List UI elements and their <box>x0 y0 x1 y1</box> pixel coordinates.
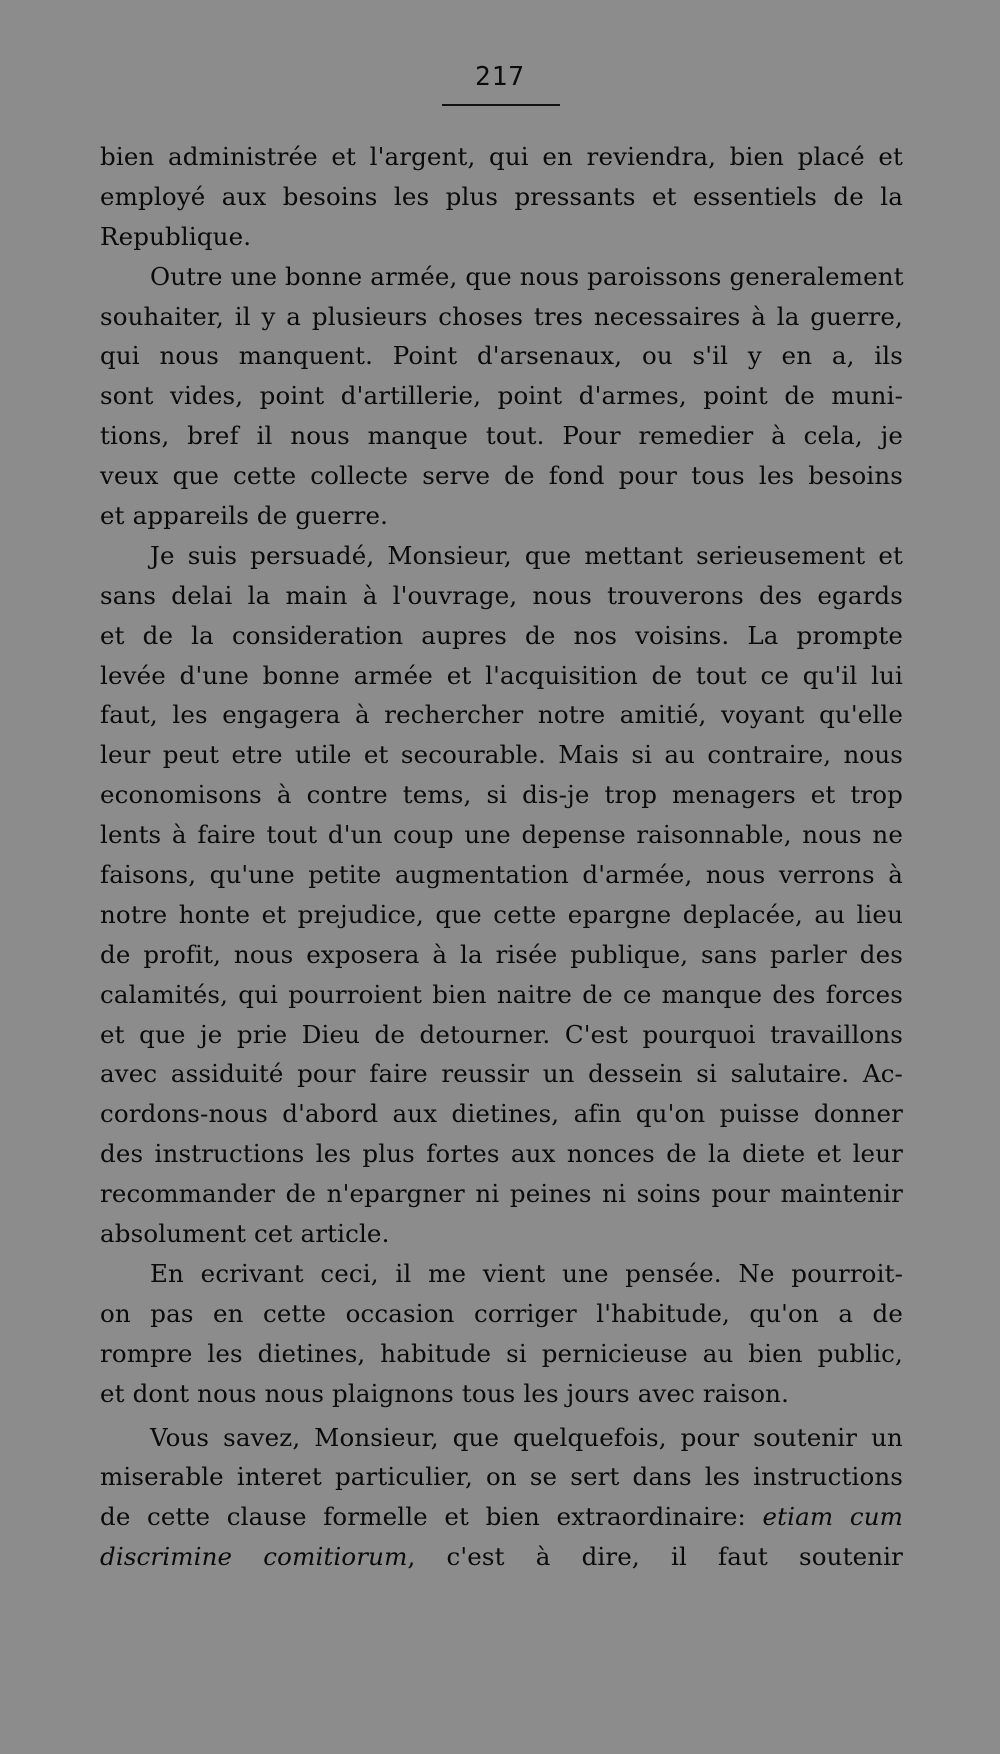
text-line-with-italic <box>100 1537 903 1577</box>
text-line: tions, bref il nous manque tout. Pour remedier à cela, je <box>100 421 903 451</box>
text-line: lents à faire tout d'un coup une depense raisonnable, nous ne <box>100 820 903 850</box>
text-line: sans delai la main à l'ouvrage, nous trouverons des egards <box>100 580 903 610</box>
text-line: et que je prie Dieu de detourner. C'est pourquoi travaillons <box>100 1019 903 1049</box>
text-segment: de cette clause formelle et bien extraordinaire: <box>100 1502 746 1532</box>
body-text <box>100 137 903 1577</box>
text-line: notre honte et prejudice, que cette epargne deplacée, au lieu <box>100 899 903 929</box>
text-line: employé aux besoins les plus pressants et essentiels de la <box>100 181 903 211</box>
italic-phrase: etiam cum <box>762 1502 904 1532</box>
text-line: absolument cet article. <box>100 1219 390 1249</box>
text-line: Outre une bonne armée, que nous paroissons generalement <box>150 261 904 291</box>
text-line: et de la consideration aupres de nos voisins. La prompte <box>100 620 903 650</box>
text-line: economisons à contre tems, si dis-je trop menagers et trop <box>100 780 903 810</box>
text-line: on pas en cette occasion corriger l'habitude, qu'on a de <box>100 1298 903 1328</box>
text-line: sont vides, point d'artillerie, point d'armes, point de muni- <box>100 381 903 411</box>
text-line: recommander de n'epargner ni peines ni soins pour maintenir <box>100 1179 903 1209</box>
text-line: avec assiduité pour faire reussir un dessein si salutaire. Ac- <box>100 1059 903 1089</box>
text-line: veux que cette collecte serve de fond pour tous les besoins <box>100 461 903 491</box>
page-number-rule <box>442 104 560 106</box>
text-line: bien administrée et l'argent, qui en reviendra, bien placé et <box>100 142 903 171</box>
text-line-with-italic <box>100 1497 903 1537</box>
text-line: levée d'une bonne armée et l'acquisition de tout ce qu'il lui <box>100 660 903 690</box>
text-line: faisons, qu'une petite augmentation d'armée, nous verrons à <box>100 860 903 890</box>
text-line: calamités, qui pourroient bien naitre de ce manque des forces <box>100 979 903 1009</box>
text-line: souhaiter, il y a plusieurs choses tres necessaires à la guerre, <box>100 301 903 331</box>
text-line: En ecrivant ceci, il me vient une pensée. Ne pourroit- <box>150 1258 903 1288</box>
text-line: cordons-nous d'abord aux dietines, afin qu'on puisse donner <box>100 1099 903 1129</box>
text-line: de profit, nous exposera à la risée publique, sans parler des <box>100 939 903 969</box>
text-line: et appareils de guerre. <box>100 501 389 531</box>
page-number: 217 <box>475 62 525 92</box>
text-line: rompre les dietines, habitude si pernicieuse au bien public, <box>100 1338 903 1368</box>
text-line: qui nous manquent. Point d'arsenaux, ou s'il y en a, ils <box>100 341 903 371</box>
text-line: Republique. <box>100 221 252 251</box>
text-line: leur peut etre utile et secourable. Mais si au contraire, nous <box>100 740 903 770</box>
text-line: miserable interet particulier, on se sert dans les instructions <box>100 1462 903 1492</box>
text-line: faut, les engagera à rechercher notre amitié, voyant qu'elle <box>100 700 903 730</box>
text-line: des instructions les plus fortes aux nonces de la diete et leur <box>100 1139 903 1169</box>
text-line: Je suis persuadé, Monsieur, que mettant serieusement et <box>150 540 903 570</box>
text-line: Vous savez, Monsieur, que quelquefois, pour soutenir un <box>150 1422 903 1452</box>
text-segment: , c'est à dire, il faut soutenir <box>407 1542 903 1572</box>
text-line: et dont nous nous plaignons tous les jours avec raison. <box>100 1378 790 1408</box>
italic-phrase: discrimine comitiorum <box>100 1542 408 1572</box>
